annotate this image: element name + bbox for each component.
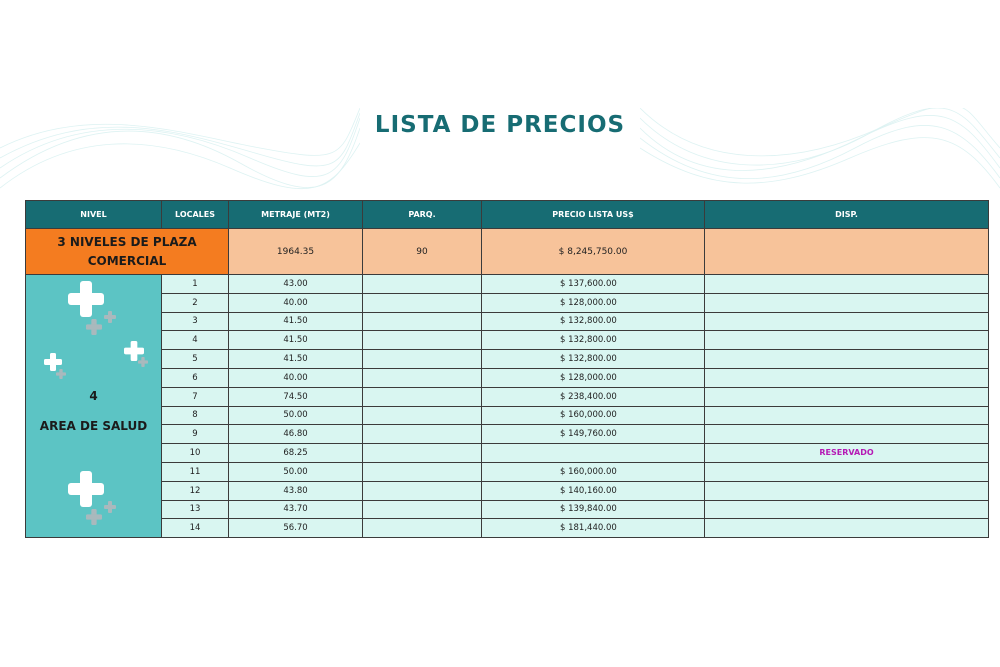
cell-disp [705, 500, 989, 519]
cell-local: 9 [162, 425, 229, 444]
table-row [26, 387, 989, 406]
cell-metraje: 40.00 [229, 368, 363, 387]
cell-precio: $ 181,440.00 [482, 519, 705, 538]
table-row [26, 350, 989, 369]
table-row [26, 312, 989, 331]
cell-local: 2 [162, 293, 229, 312]
cell-local: 1 [162, 275, 229, 294]
summary-parq: 90 [363, 229, 482, 275]
cell-precio [482, 444, 705, 463]
cell-precio: $ 137,600.00 [482, 275, 705, 294]
cell-local: 11 [162, 462, 229, 481]
summary-nivel: 3 NIVELES DE PLAZA COMERCIAL [26, 229, 229, 275]
cell-parq [363, 312, 482, 331]
cell-precio: $ 128,000.00 [482, 293, 705, 312]
cell-precio: $ 139,840.00 [482, 500, 705, 519]
summary-precio: $ 8,245,750.00 [482, 229, 705, 275]
cell-local: 3 [162, 312, 229, 331]
nivel-number: 4 [89, 389, 98, 404]
cell-precio: $ 132,800.00 [482, 331, 705, 350]
cell-disp [705, 293, 989, 312]
cell-local: 12 [162, 481, 229, 500]
cell-precio: $ 238,400.00 [482, 387, 705, 406]
table-row [26, 500, 989, 519]
cell-precio: $ 132,800.00 [482, 312, 705, 331]
cell-metraje: 50.00 [229, 462, 363, 481]
cell-disp [705, 331, 989, 350]
header-locales: LOCALES [162, 201, 229, 229]
cell-disp [705, 444, 989, 463]
nivel-name: AREA DE SALUD [39, 419, 148, 434]
cell-parq [363, 387, 482, 406]
cell-parq [363, 350, 482, 369]
cell-disp [705, 350, 989, 369]
cell-precio: $ 160,000.00 [482, 462, 705, 481]
cell-precio: $ 128,000.00 [482, 368, 705, 387]
cell-metraje: 41.50 [229, 312, 363, 331]
cell-parq [363, 293, 482, 312]
cell-parq [363, 519, 482, 538]
cell-parq [363, 368, 482, 387]
cell-local: 14 [162, 519, 229, 538]
cell-metraje: 41.50 [229, 331, 363, 350]
medical-cross-icon [68, 471, 104, 507]
cell-parq [363, 462, 482, 481]
cell-disp [705, 368, 989, 387]
header-precio: PRECIO LISTA US$ [482, 201, 705, 229]
medical-cross-icon [86, 509, 102, 525]
cell-local: 10 [162, 444, 229, 463]
medical-cross-icon [104, 311, 116, 323]
cell-metraje: 41.50 [229, 350, 363, 369]
cell-precio: $ 140,160.00 [482, 481, 705, 500]
cell-parq [363, 481, 482, 500]
cell-local: 5 [162, 350, 229, 369]
header-parq: PARQ. [363, 201, 482, 229]
header-nivel: NIVEL [26, 201, 162, 229]
table-row [26, 519, 989, 538]
cell-metraje: 40.00 [229, 293, 363, 312]
table-row [26, 331, 989, 350]
medical-cross-icon [138, 357, 148, 367]
cell-precio: $ 132,800.00 [482, 350, 705, 369]
cell-local: 7 [162, 387, 229, 406]
cell-disp [705, 481, 989, 500]
cell-parq [363, 275, 482, 294]
table-row [26, 406, 989, 425]
cell-metraje: 56.70 [229, 519, 363, 538]
cell-local: 4 [162, 331, 229, 350]
table-row [26, 275, 989, 294]
medical-cross-icon [86, 319, 102, 335]
cell-disp [705, 275, 989, 294]
cell-local: 8 [162, 406, 229, 425]
medical-cross-icon [68, 281, 104, 317]
summary-disp [705, 229, 989, 275]
cell-parq [363, 500, 482, 519]
cell-metraje: 46.80 [229, 425, 363, 444]
table-row [26, 481, 989, 500]
header-disp: DISP. [705, 201, 989, 229]
cell-local: 6 [162, 368, 229, 387]
cell-parq [363, 425, 482, 444]
cell-precio: $ 160,000.00 [482, 406, 705, 425]
cell-metraje: 43.70 [229, 500, 363, 519]
summary-row [26, 229, 989, 275]
page-title: LISTA DE PRECIOS [374, 112, 626, 138]
medical-cross-icon [56, 369, 66, 379]
cell-metraje: 43.00 [229, 275, 363, 294]
header-metraje: METRAJE (MT2) [229, 201, 363, 229]
cell-local: 13 [162, 500, 229, 519]
table-row [26, 293, 989, 312]
cell-metraje: 43.80 [229, 481, 363, 500]
cell-disp [705, 387, 989, 406]
table-row [26, 425, 989, 444]
summary-metraje: 1964.35 [229, 229, 363, 275]
cell-disp [705, 519, 989, 538]
cell-disp [705, 312, 989, 331]
cell-metraje: 50.00 [229, 406, 363, 425]
cell-metraje: 74.50 [229, 387, 363, 406]
table-header-row [26, 201, 989, 229]
nivel-group-cell [26, 275, 162, 538]
cell-metraje: 68.25 [229, 444, 363, 463]
cell-disp [705, 462, 989, 481]
cell-parq [363, 331, 482, 350]
table-row [26, 444, 989, 463]
cell-disp [705, 406, 989, 425]
status-badge: RESERVADO [819, 448, 874, 458]
medical-cross-icon [104, 501, 116, 513]
table-row [26, 462, 989, 481]
cell-parq [363, 406, 482, 425]
cell-parq [363, 444, 482, 463]
table-row [26, 368, 989, 387]
cell-disp [705, 425, 989, 444]
cell-precio: $ 149,760.00 [482, 425, 705, 444]
price-table [25, 200, 989, 538]
